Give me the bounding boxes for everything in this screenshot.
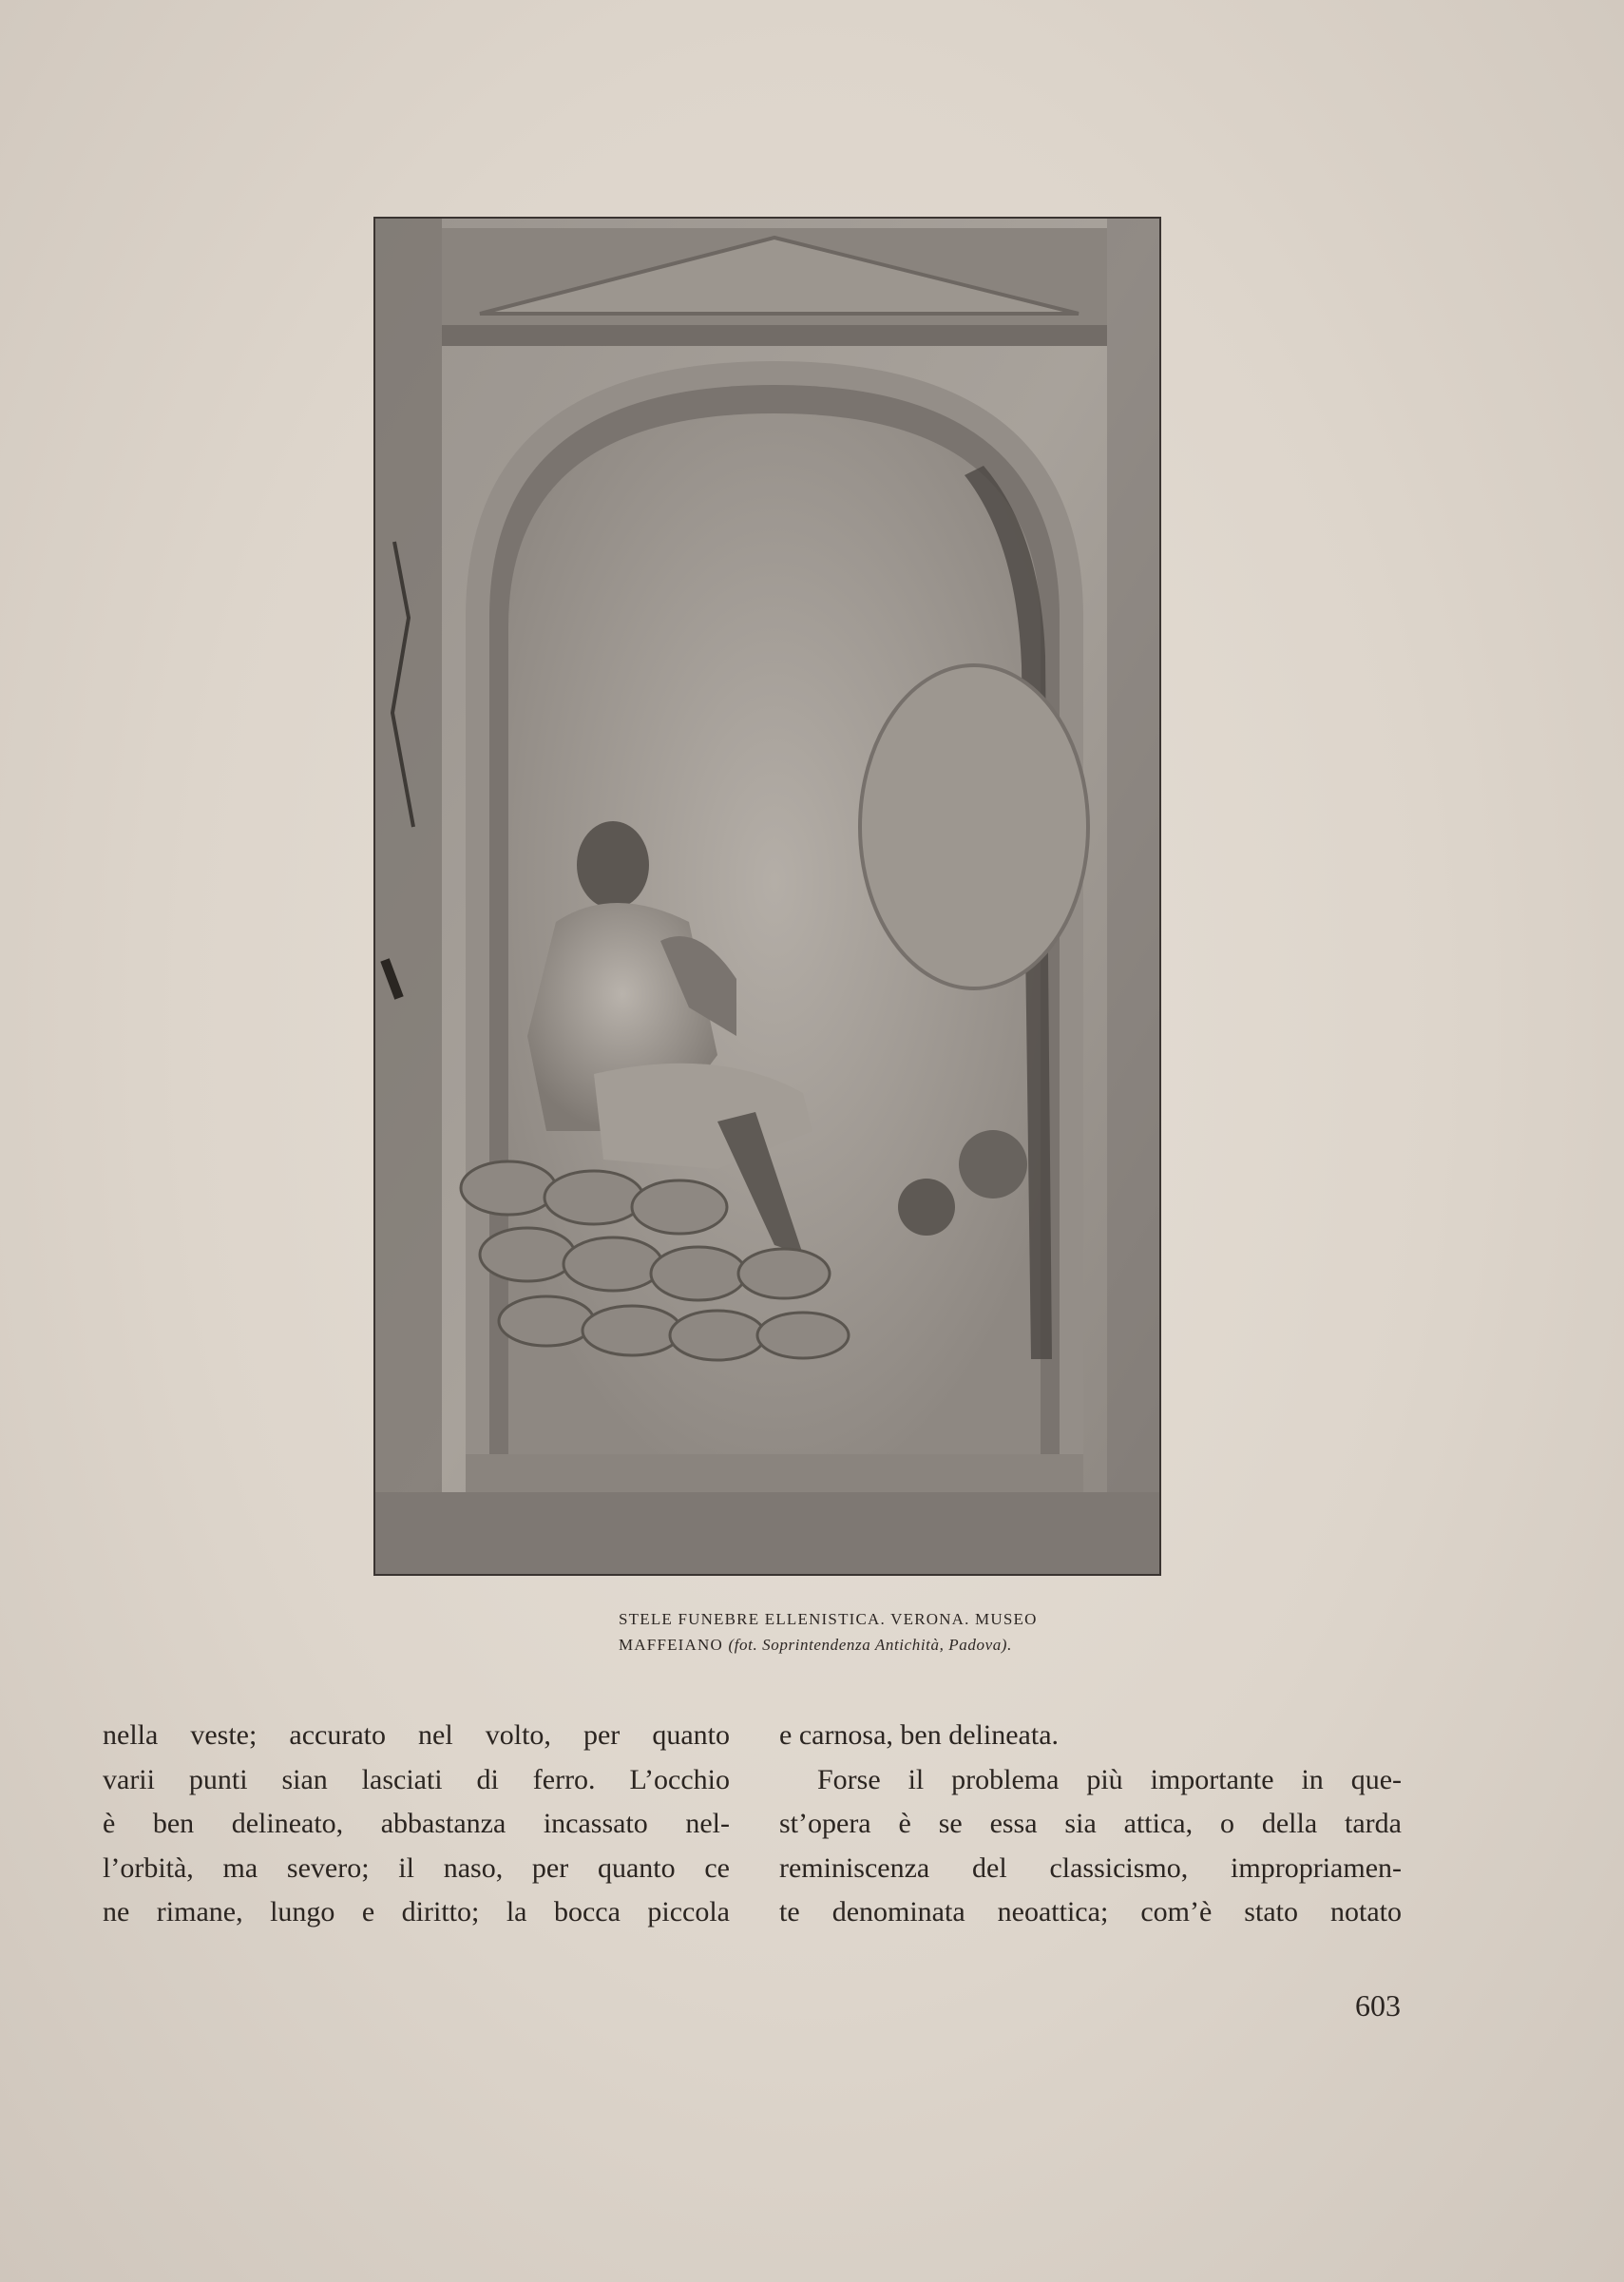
text-line: e carnosa, ben delineata. xyxy=(779,1719,1060,1751)
text-line: l’orbità, ma severo; il naso, per quanto ce xyxy=(103,1851,730,1884)
page-number: 603 xyxy=(1355,1988,1401,2023)
text-line: st’opera è se essa sia attica, o della tarda xyxy=(779,1808,1402,1839)
figure-caption xyxy=(619,1606,1151,1658)
text-line: è ben delineato, abbastanza incassato nel- xyxy=(103,1808,730,1839)
text-column-left xyxy=(103,1714,730,1935)
text-line: ne rimane, lungo e diritto; la bocca piccola xyxy=(103,1896,730,1927)
stele-relief-image xyxy=(375,219,1159,1574)
text-line: reminiscenza del classicismo, impropriamen- xyxy=(779,1851,1402,1884)
text-line: nella veste; accurato nel volto, per quanto xyxy=(103,1719,730,1751)
text-line: varii punti sian lasciati di ferro. L’occhio xyxy=(103,1763,730,1795)
photo-credit: (fot. Soprintendenza Antichità, Padova). xyxy=(728,1636,1012,1654)
text-line: Forse il problema più importante in que- xyxy=(817,1763,1402,1795)
text-line: te denominata neoattica; com’è stato notato xyxy=(779,1896,1402,1927)
caption-museo: MAFFEIANO xyxy=(619,1636,723,1654)
caption-line-1: STELE FUNEBRE ELLENISTICA. VERONA. MUSEO xyxy=(619,1610,1038,1628)
stele-photograph xyxy=(373,217,1161,1576)
text-column-right xyxy=(779,1714,1402,1935)
caption-line-2 xyxy=(619,1632,1151,1658)
